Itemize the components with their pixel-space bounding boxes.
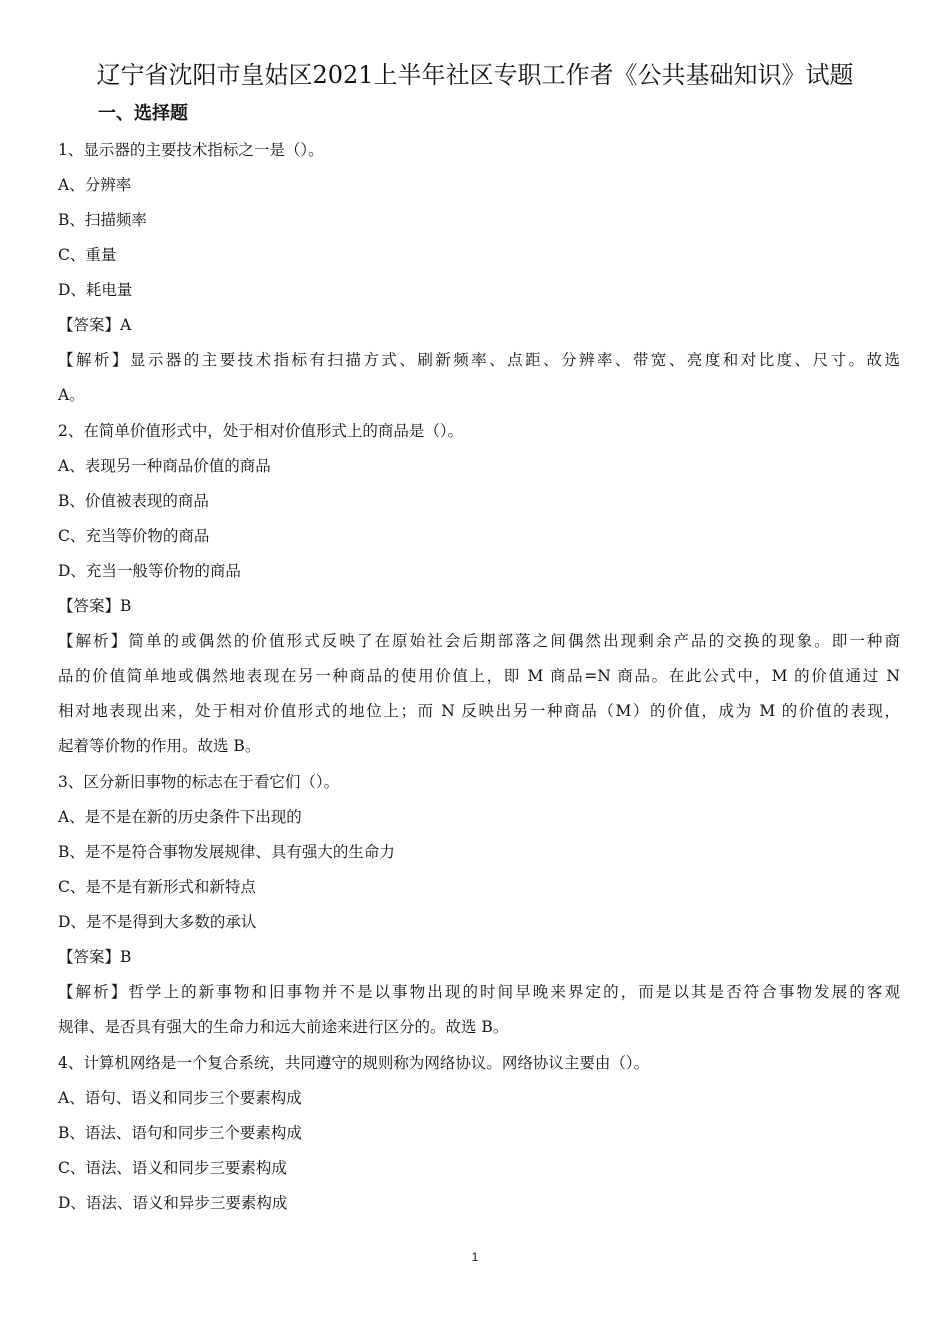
question-2-option-c: C、充当等价物的商品 — [58, 527, 210, 545]
question-4-stem: 4、计算机网络是一个复合系统，共同遵守的规则称为网络协议。网络协议主要由（）。 — [58, 1054, 650, 1072]
question-2-explanation: 【解析】简单的或偶然的价值形式反映了在原始社会后期部落之间偶然出现剩余产品的交换的现象。即一种商 — [58, 632, 900, 650]
page-number: 1 — [471, 1250, 479, 1264]
question-3-option-b: B、是不是符合事物发展规律、具有强大的生命力 — [58, 843, 395, 861]
question-2-option-b: B、价值被表现的商品 — [58, 492, 209, 510]
question-3-explanation: 【解析】哲学上的新事物和旧事物并不是以事物出现的时间早晚来界定的，而是以其是否符合事物发展的客观 — [58, 983, 900, 1001]
question-3-option-c: C、是不是有新形式和新特点 — [58, 878, 256, 896]
question-1-explanation-cont: A。 — [58, 386, 85, 404]
question-1-stem: 1、显示器的主要技术指标之一是（）。 — [58, 141, 324, 159]
question-2-explanation-cont: 品的价值简单地或偶然地表现在另一种商品的使用价值上，即 M 商品=N 商品。在此公式中，M 的价值通过 N — [58, 667, 900, 685]
question-4-option-d: D、语法、语义和异步三要素构成 — [58, 1194, 288, 1212]
question-2-explanation-cont: 起着等价物的作用。故选 B。 — [58, 737, 261, 755]
document-title: 辽宁省沈阳市皇姑区2021上半年社区专职工作者《公共基础知识》试题 — [96, 61, 854, 89]
question-1-option-c: C、重量 — [58, 246, 117, 264]
question-1-explanation: 【解析】显示器的主要技术指标有扫描方式、刷新频率、点距、分辨率、带宽、亮度和对比度、尺寸。故选 — [58, 351, 900, 369]
question-4-option-a: A、语句、语义和同步三个要素构成 — [58, 1089, 302, 1107]
question-4-option-c: C、语法、语义和同步三要素构成 — [58, 1159, 287, 1177]
question-3-stem: 3、区分新旧事物的标志在于看它们（）。 — [58, 773, 340, 791]
question-1-answer: 【答案】A — [58, 316, 132, 334]
section-heading: 一、选择题 — [98, 103, 188, 124]
question-1-option-d: D、耗电量 — [58, 281, 133, 299]
question-2-explanation-cont: 相对地表现出来，处于相对价值形式的地位上；而 N 反映出另一种商品（M）的价值，成为 M 的价值的表现， — [58, 702, 900, 720]
question-3-answer: 【答案】B — [58, 948, 132, 966]
question-2-option-d: D、充当一般等价物的商品 — [58, 562, 241, 580]
question-3-explanation-cont: 规律、是否具有强大的生命力和远大前途来进行区分的。故选 B。 — [58, 1018, 509, 1036]
question-2-option-a: A、表现另一种商品价值的商品 — [58, 457, 271, 475]
question-2-answer: 【答案】B — [58, 597, 132, 615]
question-1-option-b: B、扫描频率 — [58, 211, 147, 229]
question-1-option-a: A、分辨率 — [58, 176, 132, 194]
question-3-option-d: D、是不是得到大多数的承认 — [58, 913, 257, 931]
question-4-option-b: B、语法、语句和同步三个要素构成 — [58, 1124, 302, 1142]
question-2-stem: 2、在简单价值形式中，处于相对价值形式上的商品是（）。 — [58, 422, 464, 440]
question-3-option-a: A、是不是在新的历史条件下出现的 — [58, 808, 302, 826]
